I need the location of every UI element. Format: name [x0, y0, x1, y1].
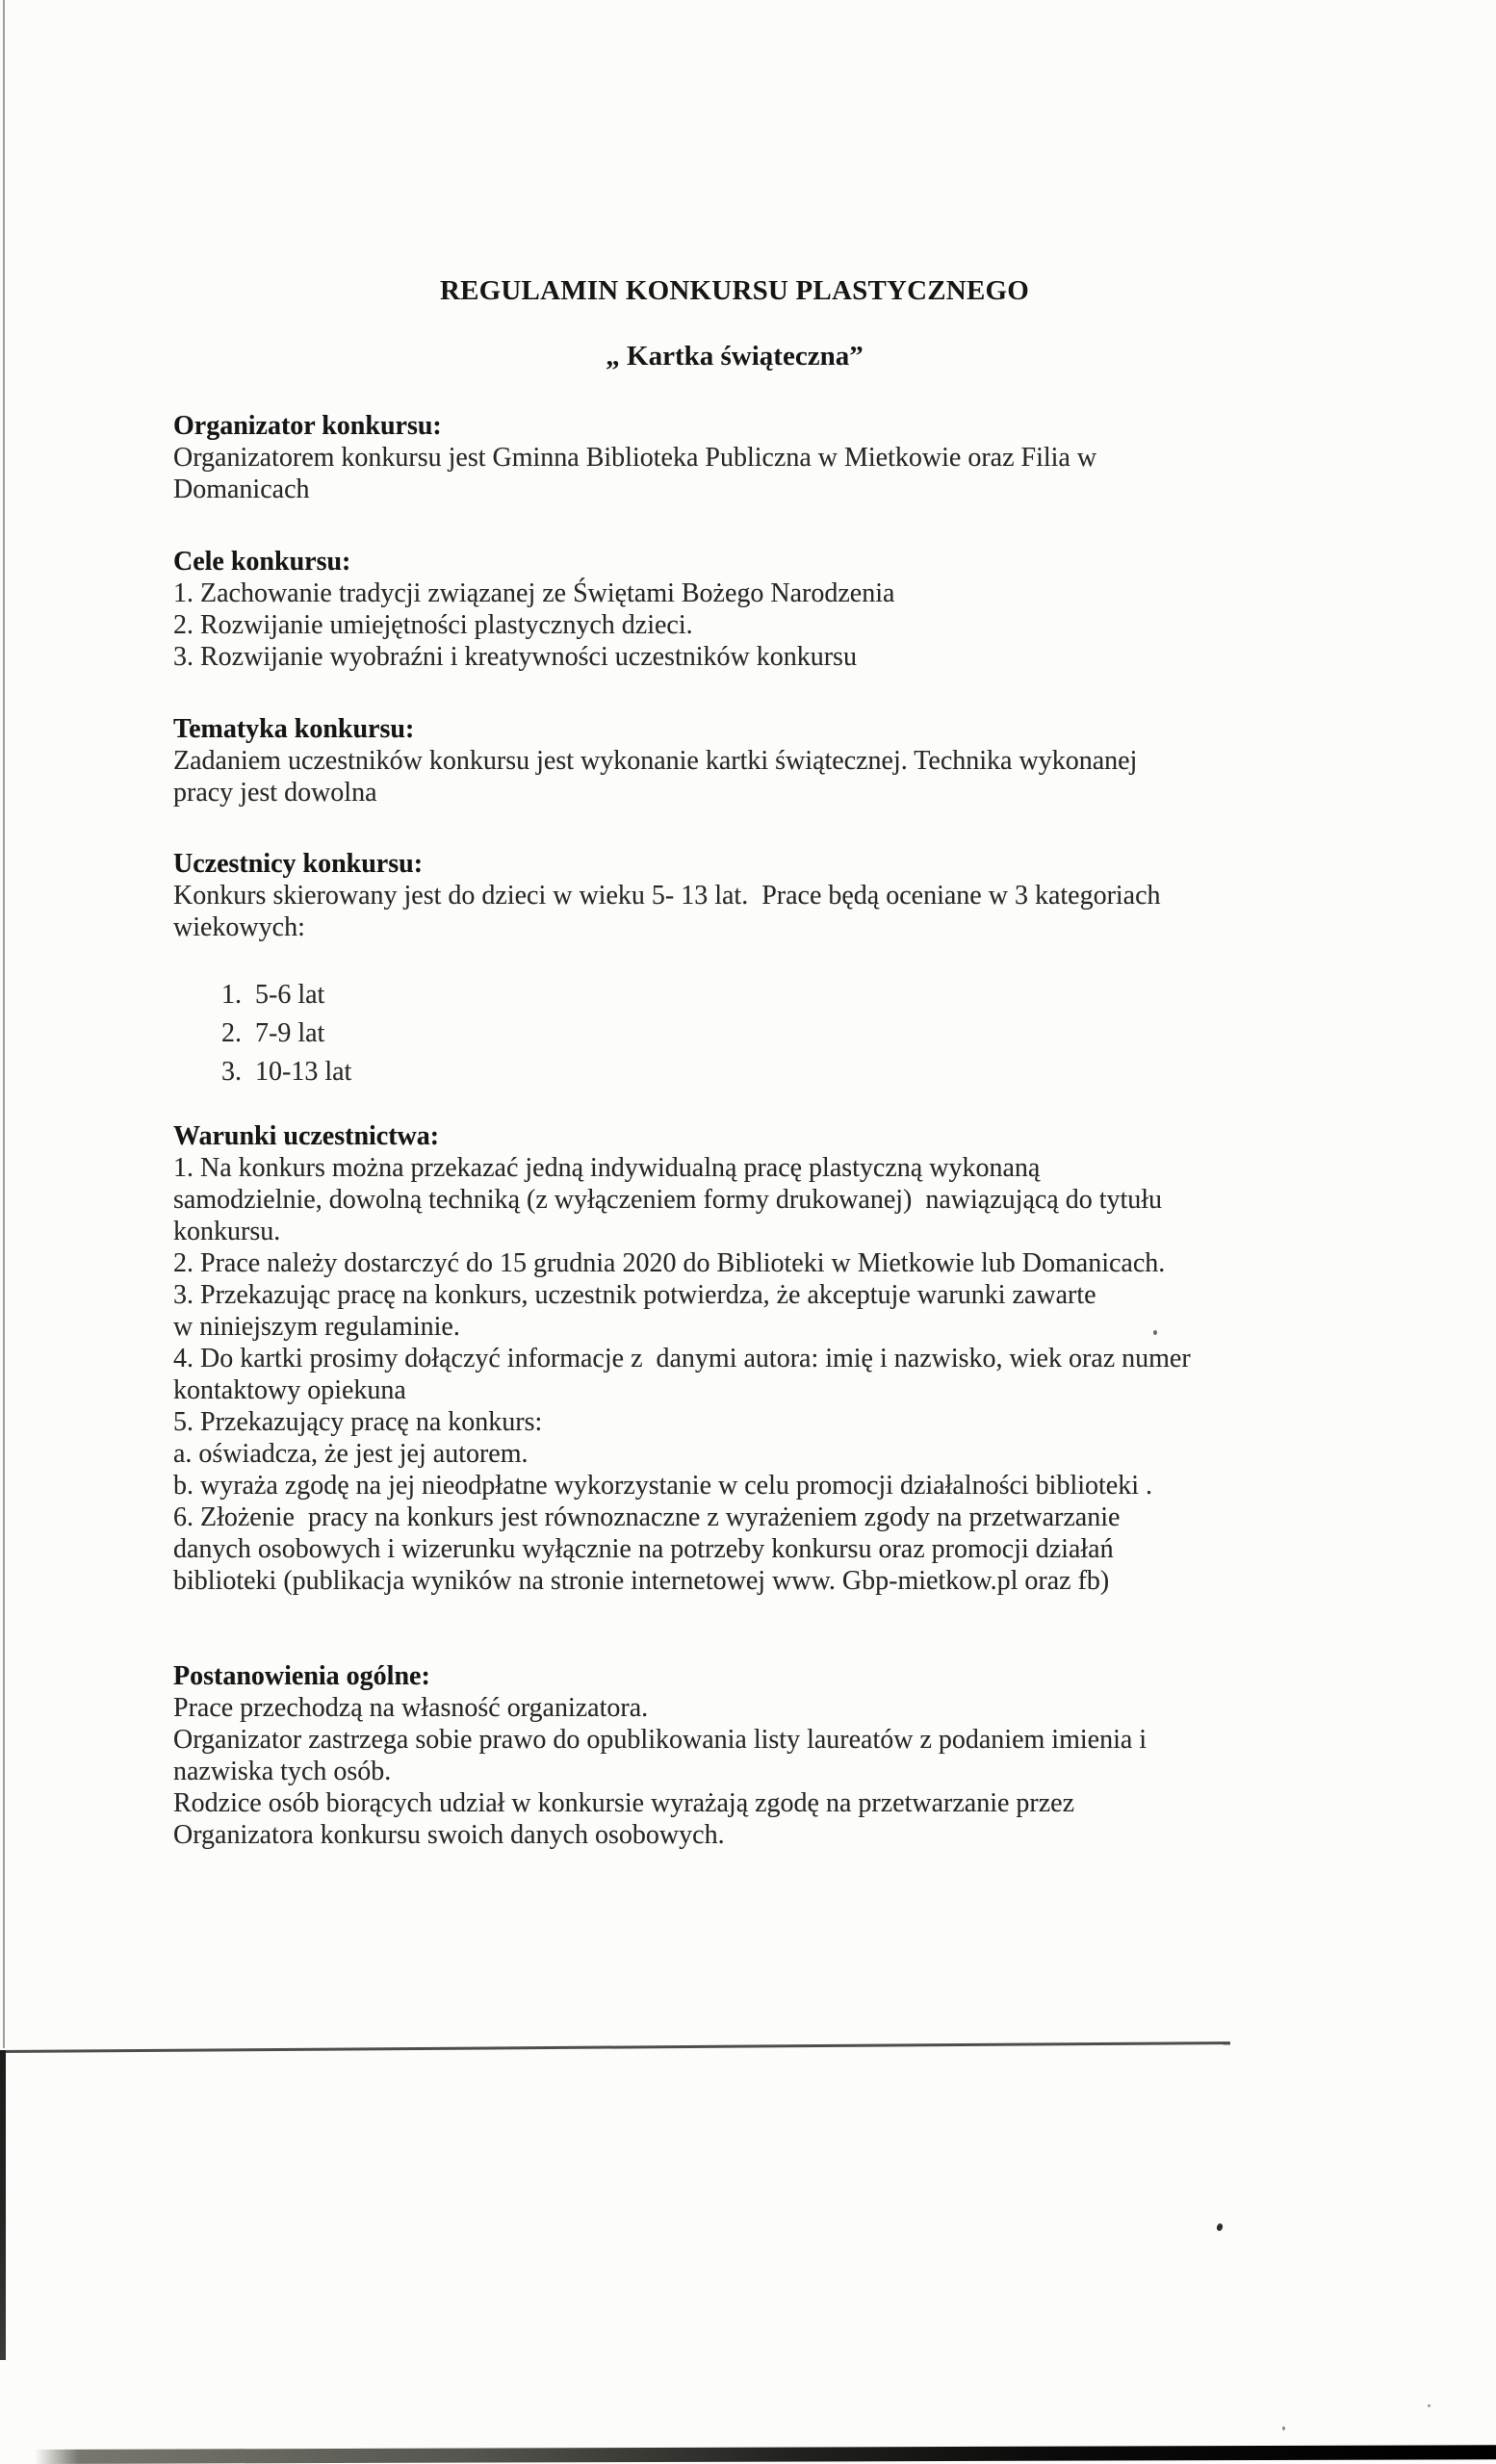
text-line: Domanicach [173, 475, 310, 504]
list-item: 1. 5-6 lat [221, 980, 325, 1010]
section-heading: Tematyka konkursu: [173, 714, 415, 744]
text-line: 4. Do kartki prosimy dołączyć informacje z danymi autora: imię i nazwisko, wiek oraz numer [173, 1344, 1191, 1373]
section-2 [173, 546, 1380, 673]
document-sections [173, 410, 1380, 1851]
section-heading: Organizator konkursu: [173, 411, 442, 441]
scan-speck [1153, 1330, 1157, 1335]
text-line: b. wyraża zgodę na jej nieodpłatne wykorzystanie w celu promocji działalności biblioteki . [173, 1471, 1152, 1501]
section-3 [173, 713, 1380, 808]
text-line: 3. Przekazując pracę na konkurs, uczestnik potwierdza, że akceptuje warunki zawarte [173, 1280, 1096, 1310]
list-item: 3. 10-13 lat [221, 1057, 352, 1087]
text-line: Organizator zastrzega sobie prawo do opublikowania listy laureatów z podaniem imienia i [173, 1725, 1148, 1755]
text-line: Organizatorem konkursu jest Gminna Biblioteka Publiczna w Mietkowie oraz Filia w [173, 443, 1097, 473]
section-heading: Warunki uczestnictwa: [173, 1121, 440, 1151]
text-line: Organizatora konkursu swoich danych osobowych. [173, 1820, 725, 1850]
section-heading: Uczestnicy konkursu: [173, 849, 424, 879]
text-line: konkursu. [173, 1217, 281, 1246]
text-line: Zadaniem uczestników konkursu jest wykonanie kartki świątecznej. Technika wykonanej [173, 746, 1138, 776]
text-line: 2. Rozwijanie umiejętności plastycznych dzieci. [173, 610, 693, 640]
age-category-list [221, 976, 1380, 1091]
text-line: biblioteki (publikacja wyników na stronie internetowej www. Gbp-mietkow.pl oraz fb) [173, 1566, 1110, 1596]
text-line: Rodzice osób biorących udział w konkursie wyrażają zgodę na przetwarzanie przez [173, 1788, 1075, 1818]
text-line: 1. Zachowanie tradycji związanej ze Świętami Bożego Narodzenia [173, 578, 895, 608]
text-line: 3. Rozwijanie wyobraźni i kreatywności uczestników konkursu [173, 642, 857, 672]
section-5 [173, 1120, 1380, 1597]
text-line: 1. Na konkurs można przekazać jedną indywidualną pracę plastyczną wykonaną [173, 1153, 1041, 1183]
text-line: Konkurs skierowany jest do dzieci w wieku 5- 13 lat. Prace będą oceniane w 3 kategoriach [173, 881, 1161, 911]
text-line: wiekowych: [173, 912, 305, 942]
scan-speck [1428, 2404, 1431, 2407]
text-line: 5. Przekazujący pracę na konkurs: [173, 1407, 543, 1437]
scan-horizontal-line [0, 2041, 1230, 2053]
scan-bottom-shadow-band [35, 2445, 1496, 2464]
text-line: pracy jest dowolna [173, 778, 377, 808]
text-line: samodzielnie, dowolną techniką (z wyłączeniem formy drukowanej) nawiązującą do tytułu [173, 1185, 1163, 1215]
text-line: w niniejszym regulaminie. [173, 1312, 460, 1342]
section-4 [173, 848, 1380, 1091]
text-line: 6. Złożenie pracy na konkurs jest równoznaczne z wyrażeniem zgody na przetwarzanie [173, 1502, 1121, 1532]
text-line: kontaktowy opiekuna [173, 1375, 406, 1405]
text-line: a. oświadcza, że jest jej autorem. [173, 1439, 529, 1469]
document-title: REGULAMIN KONKURSU PLASTYCZNEGO [439, 275, 1030, 306]
text-line: 2. Prace należy dostarczyć do 15 grudnia 2020 do Biblioteki w Mietkowie lub Domanicach. [173, 1248, 1166, 1278]
text-line: Prace przechodzą na własność organizatora. [173, 1693, 649, 1723]
section-heading: Postanowienia ogólne: [173, 1661, 430, 1691]
document-subtitle: „ Kartka świąteczna” [606, 341, 864, 372]
scan-left-edge-bar [0, 2050, 6, 2360]
section-6 [173, 1660, 1380, 1851]
scan-speck [1216, 2222, 1224, 2231]
scan-left-edge-line [3, 0, 5, 2048]
section-heading: Cele konkursu: [173, 547, 351, 577]
text-line: danych osobowych i wizerunku wyłącznie na potrzeby konkursu oraz promocji działań [173, 1534, 1114, 1564]
text-line: nazwiska tych osób. [173, 1757, 392, 1786]
list-item: 2. 7-9 lat [221, 1018, 325, 1048]
scan-speck [1282, 2426, 1285, 2430]
section-1 [173, 410, 1380, 505]
